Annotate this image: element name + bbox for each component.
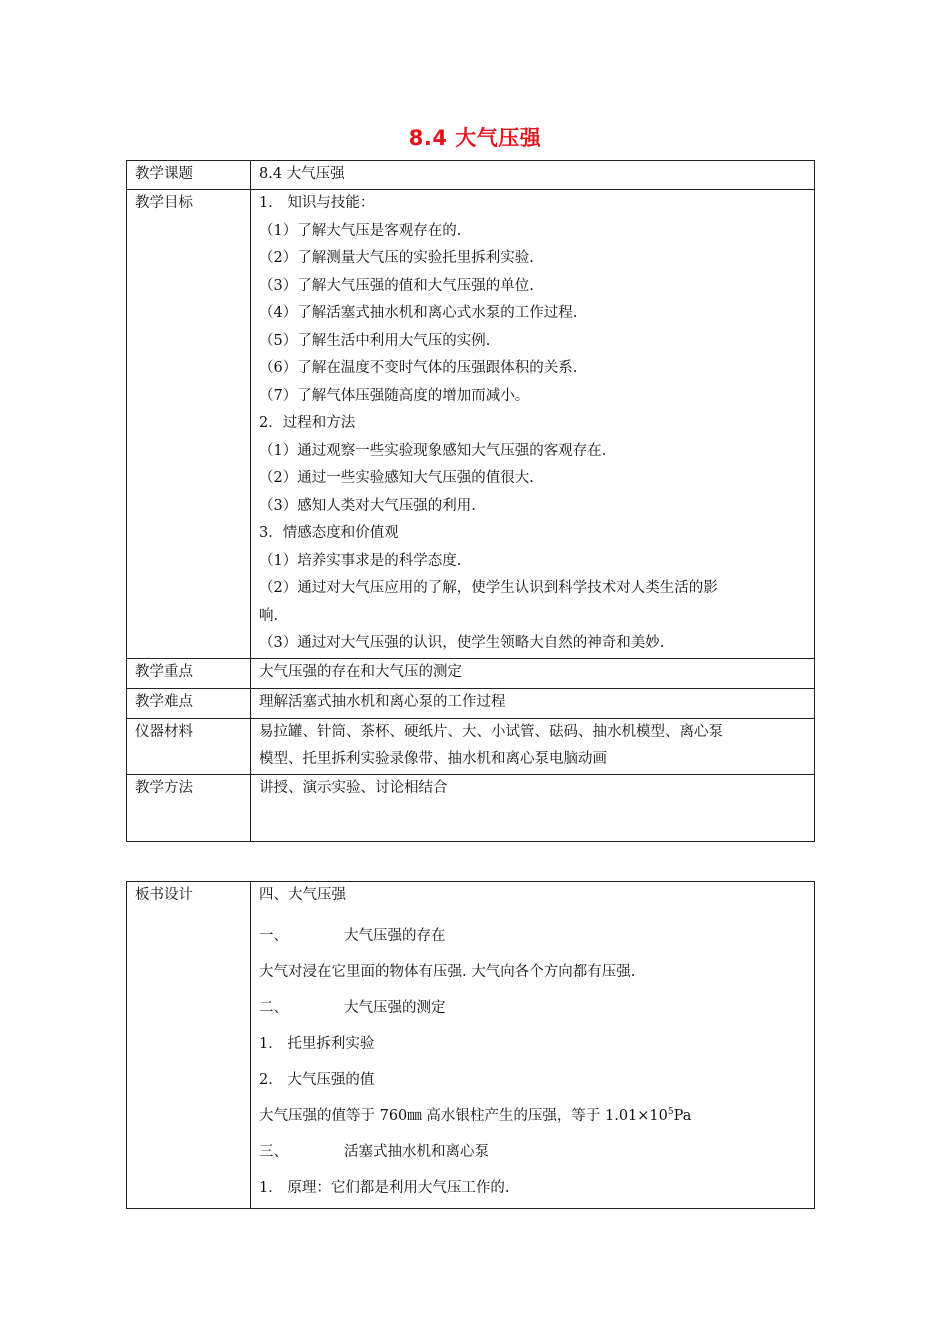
objective-line: （2）通过对大气压应用的了解，使学生认识到科学技术对人类生活的影 bbox=[259, 580, 718, 596]
row-value-board bbox=[251, 882, 815, 1209]
objective-line: （5）了解生活中利用大气压的实例. bbox=[259, 332, 491, 349]
table-row bbox=[127, 774, 815, 841]
row-value-objectives bbox=[251, 190, 815, 659]
objective-line: （3）感知人类对大气压强的利用. bbox=[259, 497, 476, 514]
board-section-2: 二、 大气压强的测定 bbox=[259, 999, 446, 1016]
row-label-board: 板书设计 bbox=[127, 882, 251, 1209]
table-row bbox=[127, 658, 815, 688]
row-value-methods: 讲授、演示实验、讨论相结合 bbox=[251, 774, 815, 841]
table-row bbox=[127, 161, 815, 190]
objective-line: 响. bbox=[259, 607, 279, 624]
row-label-objectives: 教学目标 bbox=[127, 190, 251, 659]
row-value-key-points: 大气压强的存在和大气压的测定 bbox=[251, 658, 815, 688]
table-row bbox=[127, 190, 815, 659]
board-heading: 四、大气压强 bbox=[259, 887, 346, 903]
table-row bbox=[127, 688, 815, 718]
board-line: 大气对浸在它里面的物体有压强. 大气向各个方向都有压强. bbox=[259, 963, 636, 980]
objective-line: （2）通过一些实验感知大气压强的值很大. bbox=[259, 470, 534, 486]
objective-line: （7）了解气体压强随高度的增加而减小。 bbox=[259, 387, 530, 404]
board-line: 1． 托里拆利实验 bbox=[259, 1035, 375, 1052]
objective-line: （1）培养实事求是的科学态度. bbox=[259, 552, 462, 569]
board-value-line: 大气压强的值等于 760㎜ 高水银柱产生的压强，等于 $1.01\times 10^5Pa$ bbox=[259, 1106, 692, 1124]
board-line: 2． 大气压强的值 bbox=[259, 1071, 375, 1088]
row-label-methods: 教学方法 bbox=[127, 774, 251, 841]
row-label-topic: 教学课题 bbox=[127, 161, 251, 190]
objective-line: （1）通过观察一些实验现象感知大气压强的客观存在. bbox=[259, 442, 607, 459]
lesson-plan-table bbox=[126, 160, 815, 842]
objective-line: 2．过程和方法 bbox=[259, 415, 356, 431]
row-value-topic: 8.4 大气压强 bbox=[251, 161, 815, 190]
objective-line: （3）了解大气压强的值和大气压强的单位. bbox=[259, 277, 534, 294]
board-section-3: 三、 活塞式抽水机和离心泵 bbox=[259, 1143, 489, 1160]
row-label-difficulties: 教学难点 bbox=[127, 688, 251, 718]
objective-line: 1． 知识与技能： bbox=[259, 195, 375, 211]
board-line: 1． 原理：它们都是利用大气压工作的. bbox=[259, 1179, 510, 1196]
objective-line: （2）了解测量大气压的实验托里拆利实验. bbox=[259, 250, 534, 266]
board-design-table bbox=[126, 881, 815, 1209]
objective-line: （1）了解大气压是客观存在的. bbox=[259, 222, 462, 239]
objective-line: （3）通过对大气压强的认识，使学生领略大自然的神奇和美妙. bbox=[259, 635, 665, 651]
objective-line: （4）了解活塞式抽水机和离心式水泵的工作过程. bbox=[259, 305, 578, 321]
row-label-materials: 仪器材料 bbox=[127, 718, 251, 774]
objective-line: 3．情感态度和价值观 bbox=[259, 525, 399, 541]
objective-line: （6）了解在温度不变时气体的压强跟体积的关系. bbox=[259, 360, 578, 376]
row-value-materials: 易拉罐、针筒、茶杯、硬纸片、大、小试管、砝码、抽水机模型、离心泵 模型、托里拆利实验录像带、抽水机和离心泵电脑动画 bbox=[251, 718, 815, 774]
table-row bbox=[127, 882, 815, 1209]
table-row bbox=[127, 718, 815, 774]
page-title: 8.4 大气压强 bbox=[408, 126, 542, 150]
board-section-1: 一、 大气压强的存在 bbox=[259, 927, 446, 944]
row-label-key-points: 教学重点 bbox=[127, 658, 251, 688]
row-value-difficulties: 理解活塞式抽水机和离心泵的工作过程 bbox=[251, 688, 815, 718]
